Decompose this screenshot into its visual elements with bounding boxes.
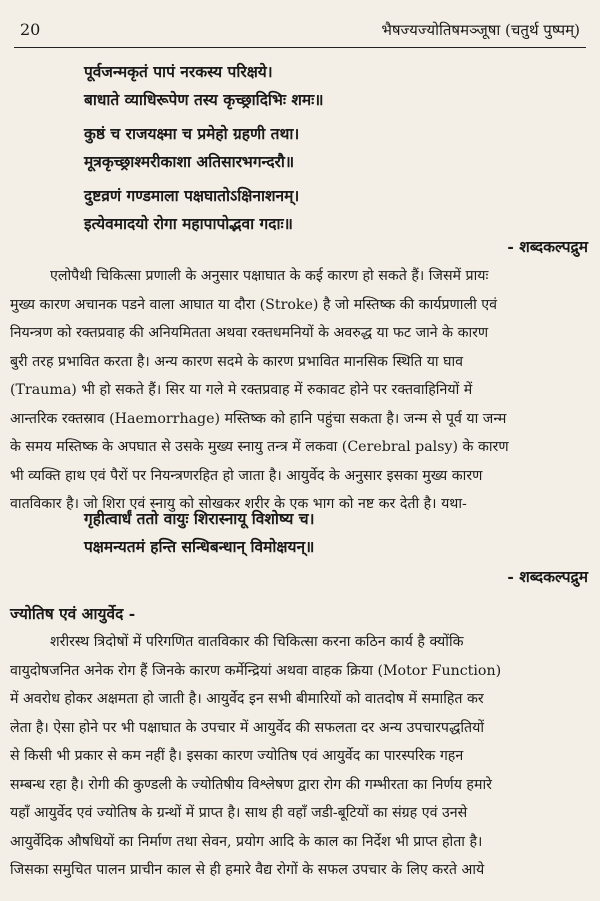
verse-line: गृहीत्वार्धं ततो वायुः शिरास्नायू विशोष्य च। — [84, 509, 315, 528]
paragraph-line: शरीरस्थ त्रिदोषों में परिगणित वातविकार की चिकित्सा करना कठिन कार्य है क्योंकि — [50, 634, 464, 650]
running-title: भैषज्यज्योतिषमञ्जूषा (चतुर्थ पुष्पम्) — [381, 21, 580, 39]
verse-block-2 — [84, 505, 315, 561]
verse-source-2: - शब्दकल्पद्रुम — [507, 567, 588, 586]
paragraph-line: सम्बन्ध रहा है। रोगी की कुण्डली के ज्योतिषीय विश्लेषण द्वारा रोग की गम्भीरता का निर्णय हमारे — [10, 776, 492, 793]
paragraph-2 — [10, 628, 590, 885]
paragraph-line: जिसका समुचित पालन प्राचीन काल से ही हमारे वैद्य रोगों के सफल उपचार के लिए करते आये — [10, 862, 485, 878]
header-rule — [14, 47, 586, 48]
paragraph-line: आन्तरिक रक्तस्राव (Haemorrhage) मस्तिष्क को हानि पहुंचा सकता है। जन्म से पूर्व या जन्म — [10, 410, 507, 427]
paragraph-line: में अवरोध होकर अक्षमता हो जाती है। आयुर्वेद इन सभी बीमारियों को वातदोष में समाहित कर — [10, 691, 484, 707]
paragraph-line: यहाँ आयुर्वेद एवं ज्योतिष के ग्रन्थों में प्राप्त है। साथ ही वहाँ जडी-बूटियों का संग्रह एवं उनसे — [10, 805, 468, 821]
paragraph-1 — [10, 262, 590, 519]
verse-line: मूत्रकृच्छ्राश्मरीकाशा अतिसारभगन्दरौ॥ — [84, 152, 295, 171]
paragraph-line: बुरी तरह प्रभावित करता है। अन्य कारण सदमे के कारण प्रभावित मानसिक स्थिति या घाव — [10, 353, 464, 370]
verse-line: कुष्ठं च राजयक्ष्मा च प्रमेहो ग्रहणी तथा। — [84, 124, 300, 143]
verse-line: बाधाते व्याधिरूपेण तस्य कृच्छ्रादिभिः शमः॥ — [84, 90, 324, 109]
paragraph-line: भी व्यक्ति हाथ एवं पैरों पर नियन्त्रणरहित हो जाता है। आयुर्वेद के अनुसार इसका मुख्य कारण — [10, 467, 483, 484]
paragraph-line: (Trauma) भी हो सकते हैं। सिर या गले मे रक्तप्रवाह में रुकावट होने पर रक्तवाहिनियों में — [10, 382, 473, 398]
paragraph-line: मुख्य कारण अचानक पडने वाला आघात या दौरा (Stroke) है जो मस्तिष्क की कार्यप्रणाली एवं — [10, 296, 498, 313]
verse-block-1 — [84, 58, 324, 238]
paragraph-line: आयुर्वेदिक औषधियों का निर्माण तथा सेवन, प्रयोग आदि के काल का निर्देश भी प्राप्त होता है। — [10, 833, 483, 850]
verse-source-1: - शब्दकल्पद्रुम — [507, 237, 588, 256]
verse-line: पूर्वजन्मकृतं पापं नरकस्य परिक्षये। — [84, 62, 273, 81]
verse-line: दुष्टव्रणं गण्डमाला पक्षघातोऽक्षिनाशनम्। — [84, 186, 300, 205]
section-heading: ज्योतिष एवं आयुर्वेद - — [10, 604, 136, 623]
page-number: 20 — [20, 20, 41, 39]
paragraph-line: वातविकार है। जो शिरा एवं स्नायु को सोखकर शरीर के एक भाग को नष्ट कर देती है। यथा- — [10, 496, 467, 512]
verse-line: पक्षमन्यतमं हन्ति सन्धिबन्धान् विमोक्षयन्॥ — [84, 537, 315, 556]
verse-line: इत्येवमादयो रोगा महापापोद्भवा गदाः॥ — [84, 214, 293, 233]
paragraph-line: एलोपैथी चिकित्सा प्रणाली के अनुसार पक्षाघात के कई कारण हो सकते हैं। जिसमें प्रायः — [50, 268, 489, 284]
paragraph-line: नियन्त्रण को रक्तप्रवाह की अनियमितता अथवा रक्तधमनियों के अवरुद्ध या फट जाने के कारण — [10, 325, 489, 341]
page-header — [20, 20, 580, 44]
paragraph-line: वायुदोषजनित अनेक रोग हैं जिनके कारण कर्मेन्द्रियां अथवा वाहक क्रिया (Motor Function) — [10, 662, 502, 679]
paragraph-line: से किसी भी प्रकार से कम नहीं है। इसका कारण ज्योतिष एवं आयुर्वेद का पारस्परिक गहन — [10, 748, 464, 764]
paragraph-line: के समय मस्तिष्क के अपघात से उसके मुख्य स्नायु तन्त्र में लकवा (Cerebral palsy) के कारण — [10, 439, 509, 455]
paragraph-line: लेता है। ऐसा होने पर भी पक्षाघात के उपचार में आयुर्वेद की सफलता दर अन्य उपचारपद्धतियों — [10, 719, 484, 736]
